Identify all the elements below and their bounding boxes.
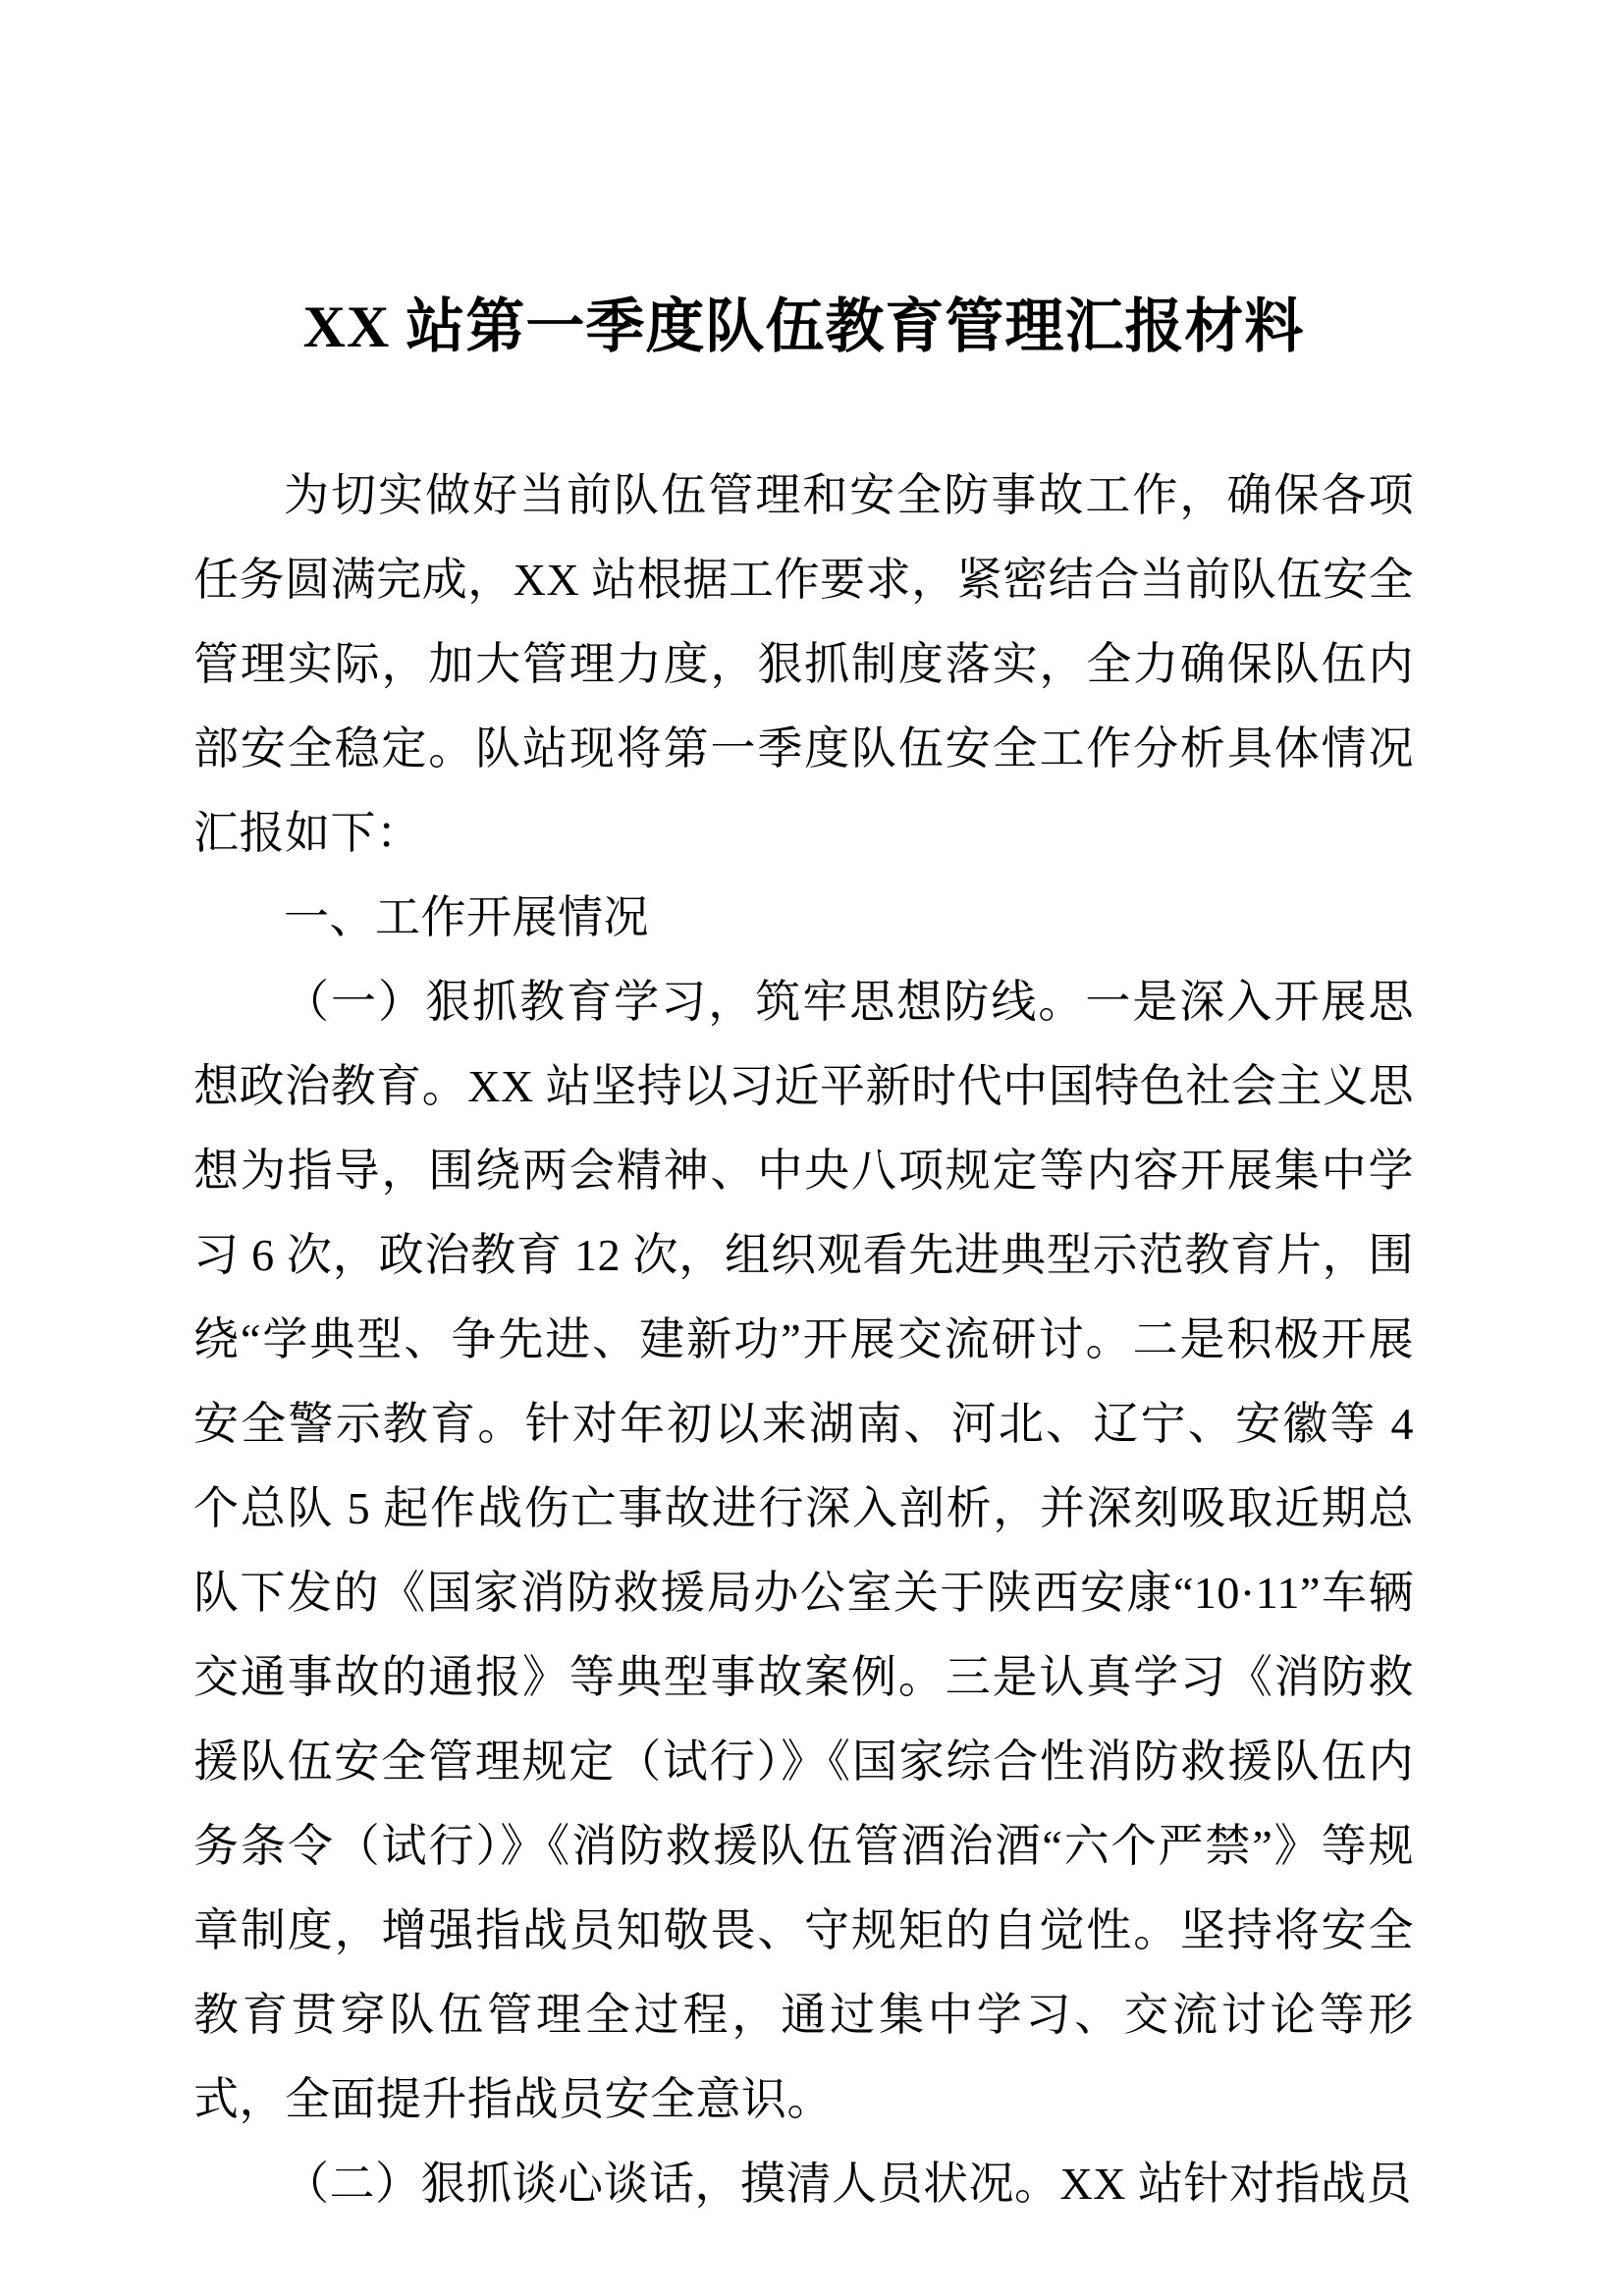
paragraph-section-2-talks: （二）狠抓谈心谈话，摸清人员状况。XX 站针对指战员 <box>284 2159 1412 2209</box>
paragraph-section-1-education: （一）狠抓教育学习，筑牢思想防线。一是深入开展思想政治教育。XX 站坚持以习近平新时代中国特色社会主义思想为指导，围绕两会精神、中央八项规定等内容开展集中学习 6 次，政治教育 12 次，组织观看先进典型示范教育片，围绕“学典型、争先进、建新功”开展交流研讨。二是积极开展安全警示教育。针对年初以来湖南、河北、辽宁、安徽等 4 个总队 5 起作战伤亡事故进行深入剖析，并深刻吸取近期总队下发的《国家消防救援局办公室关于陕西安康“10·11”车辆交通事故的通报》等典型事故案例。三是认真学习《消防救援队伍安全管理规定（试行）》《国家综合性消防救援队伍内务条令（试行）》《消防救援队伍管酒治酒“六个严禁”》等规章制度，增强指战员知敬畏、守规矩的自觉性。坚持将安全教育贯穿队伍管理全过程，通过集中学习、交流讨论等形式，全面提升指战员安全意识。 <box>193 977 1414 2124</box>
paragraph-intro: 为切实做好当前队伍管理和安全防事故工作，确保各项任务圆满完成，XX 站根据工作要求，紧密结合当前队伍安全管理实际，加大管理力度，狠抓制度落实，全力确保队伍内部安全稳定。队站现将第一季度队伍安全工作分析具体情况汇报如下： <box>193 470 1414 858</box>
section-heading-work-progress: 一、工作开展情况 <box>284 892 649 942</box>
document-title: XX 站第一季度队伍教育管理汇报材料 <box>302 294 1305 359</box>
